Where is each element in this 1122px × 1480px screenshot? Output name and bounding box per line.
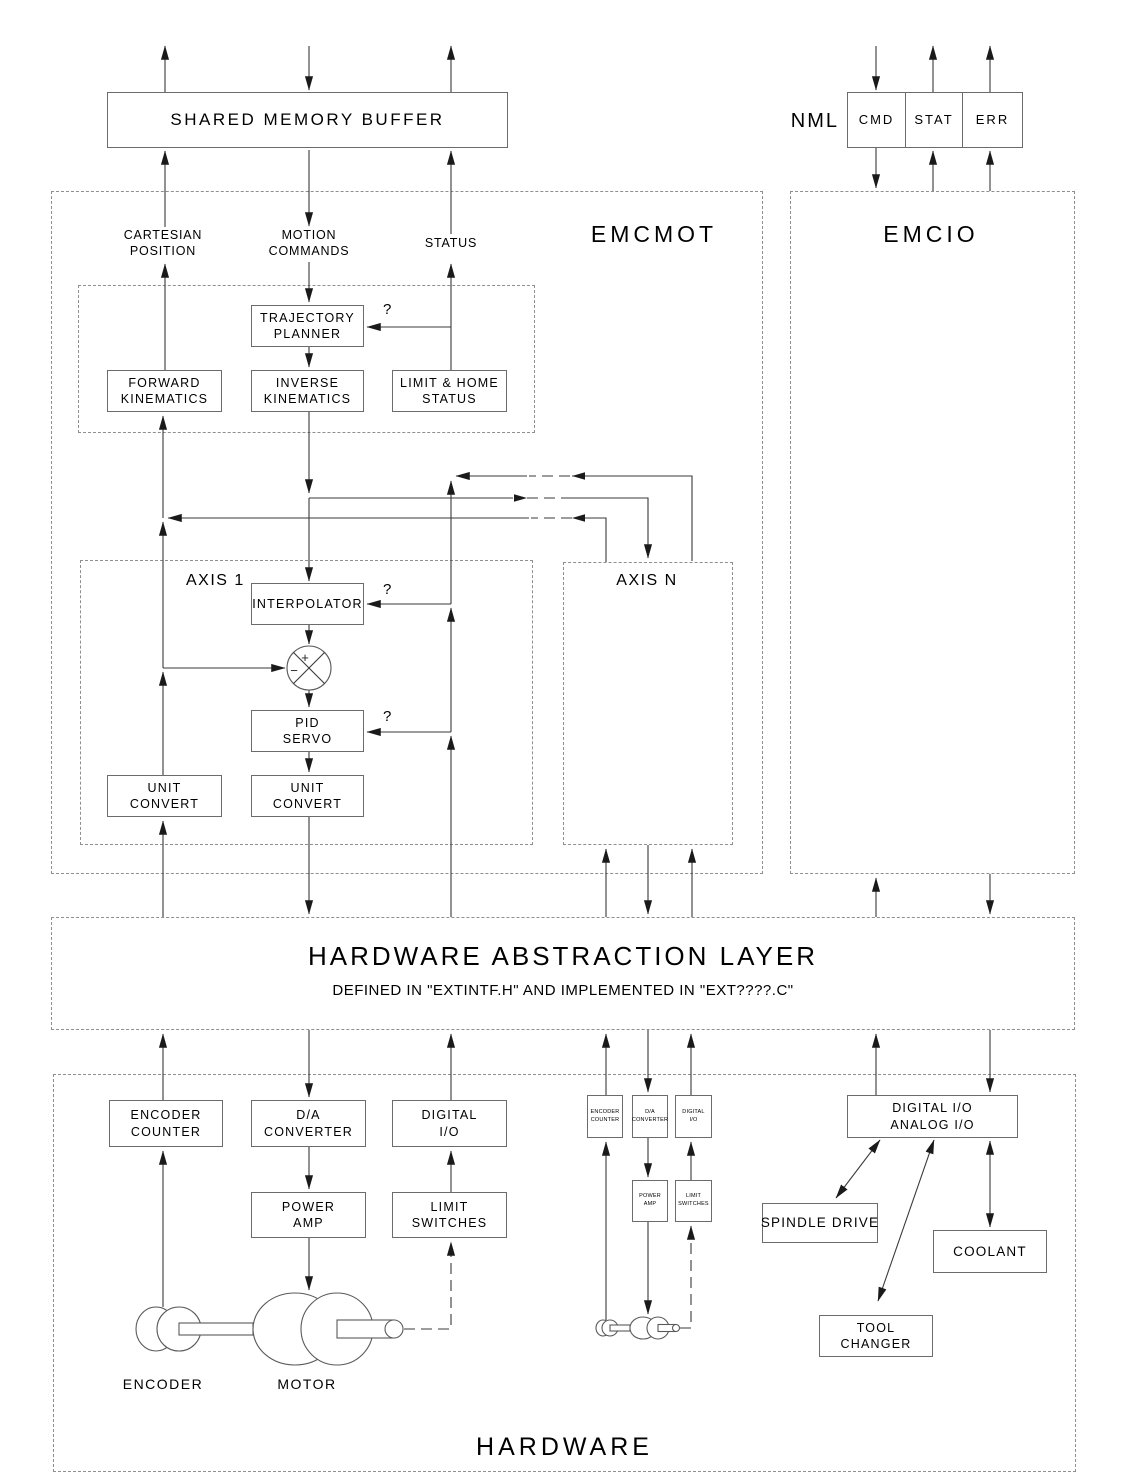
label: D/A: [645, 1108, 655, 1115]
nml-cmd-box: [847, 92, 906, 148]
label: COUNTER: [590, 1116, 620, 1123]
trajectory-question-mark: [383, 301, 391, 318]
emcmot-title: [564, 220, 744, 249]
label: ANALOG I/O: [890, 1117, 975, 1132]
label: TRAJECTORY: [260, 310, 355, 325]
emcio-title: [841, 220, 1021, 249]
label: ENCODER: [590, 1108, 620, 1115]
motion-commands-label: [249, 228, 369, 259]
nml-stat-box: [905, 92, 963, 148]
label: COMMANDS: [268, 243, 350, 258]
label: POWER: [281, 1199, 336, 1214]
label: CHANGER: [840, 1337, 912, 1351]
arrowhead: [572, 472, 585, 480]
label: AMP: [293, 1216, 324, 1230]
label: SERVO: [282, 732, 333, 746]
label: CONVERT: [129, 797, 200, 811]
label: SWITCHES: [411, 1216, 488, 1230]
label: COUNTER: [130, 1124, 202, 1139]
da-converter-small-box: [632, 1095, 668, 1138]
encoder-drawing-label: [103, 1376, 223, 1394]
digital-analog-io-box: [847, 1095, 1018, 1138]
axis1-label: [186, 571, 245, 591]
label: CONVERT: [272, 797, 343, 811]
axisn-label: [587, 571, 707, 591]
unit-convert-left-box: [107, 775, 222, 817]
summing-junction: [287, 646, 331, 690]
label: LIMIT: [430, 1199, 469, 1214]
small-encoder-motor-drawing: [596, 1317, 680, 1339]
label: LIMIT & HOME: [400, 375, 499, 390]
label: SWITCHES: [678, 1201, 709, 1207]
label: DIGITAL I/O: [892, 1101, 973, 1116]
pid-servo-box: [251, 710, 364, 752]
cartesian-position-label: [103, 228, 223, 259]
hal-title: [51, 940, 1075, 973]
label: CMD: [858, 111, 895, 127]
interpolator-box: [251, 583, 364, 625]
label: PLANNER: [273, 327, 342, 341]
interpolator-question-mark: [383, 581, 391, 598]
label: EMCIO: [883, 221, 979, 247]
encoder-counter-small-box: [587, 1095, 623, 1138]
label: CARTESIAN: [123, 228, 203, 242]
hardware-title: [53, 1432, 1076, 1463]
arrowhead: [514, 494, 527, 502]
hal-subtitle: [51, 982, 1075, 1001]
digital-io-box: [392, 1100, 507, 1147]
nml-err-box: [962, 92, 1023, 148]
label: ?: [383, 301, 392, 318]
encoder-motor-drawing: [136, 1293, 403, 1365]
label: ENCODER: [130, 1108, 202, 1123]
spindle-drive-box: [762, 1203, 878, 1243]
label: ?: [383, 581, 392, 598]
label: AXIS 1: [186, 572, 245, 589]
label: COOLANT: [953, 1243, 1027, 1259]
label: PID: [295, 715, 320, 730]
label: UNIT: [290, 780, 325, 795]
digital-io-small-box: [675, 1095, 712, 1138]
limit-home-status-box: [392, 370, 507, 412]
label: DEFINED IN "EXTINTF.H" AND IMPLEMENTED IN "EXT????.C": [332, 982, 794, 999]
tool-changer-box: [819, 1315, 933, 1357]
shared-memory-buffer-box: [107, 92, 508, 148]
coolant-box: [933, 1230, 1047, 1273]
label: HARDWARE: [476, 1433, 653, 1461]
label: I/O: [689, 1116, 698, 1123]
label: FORWARD: [128, 375, 201, 390]
limit-switches-box: [392, 1192, 507, 1238]
label: SPINDLE DRIVE: [760, 1215, 880, 1231]
label: ENCODER: [122, 1376, 204, 1392]
power-amp-small-box: [632, 1180, 668, 1222]
trajectory-planner-box: [251, 305, 364, 347]
label: AMP: [643, 1201, 657, 1207]
motor-drawing-label: [247, 1376, 367, 1394]
da-converter-box: [251, 1100, 366, 1147]
label: I/O: [439, 1124, 460, 1139]
label: POWER: [639, 1193, 661, 1200]
label: EMCMOT: [590, 221, 718, 247]
limit-switches-small-box: [675, 1180, 712, 1222]
sum-minus-sign: −: [290, 663, 298, 678]
label: AXIS N: [616, 572, 678, 589]
label: TOOL: [856, 1320, 896, 1335]
label: DIGITAL: [682, 1108, 705, 1115]
label: STAT: [914, 111, 954, 127]
label: ?: [383, 708, 392, 725]
label: ERR: [975, 111, 1010, 127]
label: CONVERTER: [631, 1116, 669, 1123]
label: NML: [790, 110, 839, 132]
label: CONVERTER: [263, 1124, 354, 1139]
forward-kinematics-box: [107, 370, 222, 412]
sum-plus-sign: +: [301, 650, 309, 665]
inverse-kinematics-box: [251, 370, 364, 412]
label: D/A: [296, 1108, 321, 1123]
label: STATUS: [422, 392, 477, 406]
label: KINEMATICS: [120, 392, 209, 406]
arrowhead: [572, 514, 585, 522]
encoder-counter-box: [109, 1100, 223, 1147]
power-amp-box: [251, 1192, 366, 1238]
label: LIMIT: [685, 1193, 702, 1200]
label: UNIT: [147, 780, 182, 795]
label: INTERPOLATOR: [252, 596, 363, 611]
label: KINEMATICS: [263, 392, 352, 406]
label: MOTION: [281, 228, 337, 242]
status-label: [391, 236, 511, 252]
unit-convert-mid-box: [251, 775, 364, 817]
label: DIGITAL: [421, 1108, 478, 1123]
label: STATUS: [424, 236, 478, 250]
nml-label: [783, 109, 839, 134]
label: HARDWARE ABSTRACTION LAYER: [308, 941, 818, 971]
label: INVERSE: [275, 375, 340, 390]
hal-connector-lines: [163, 845, 990, 1100]
pid-question-mark: [383, 708, 391, 725]
label: MOTOR: [277, 1376, 337, 1392]
label: POSITION: [129, 243, 197, 258]
label: SHARED MEMORY BUFFER: [170, 109, 445, 129]
